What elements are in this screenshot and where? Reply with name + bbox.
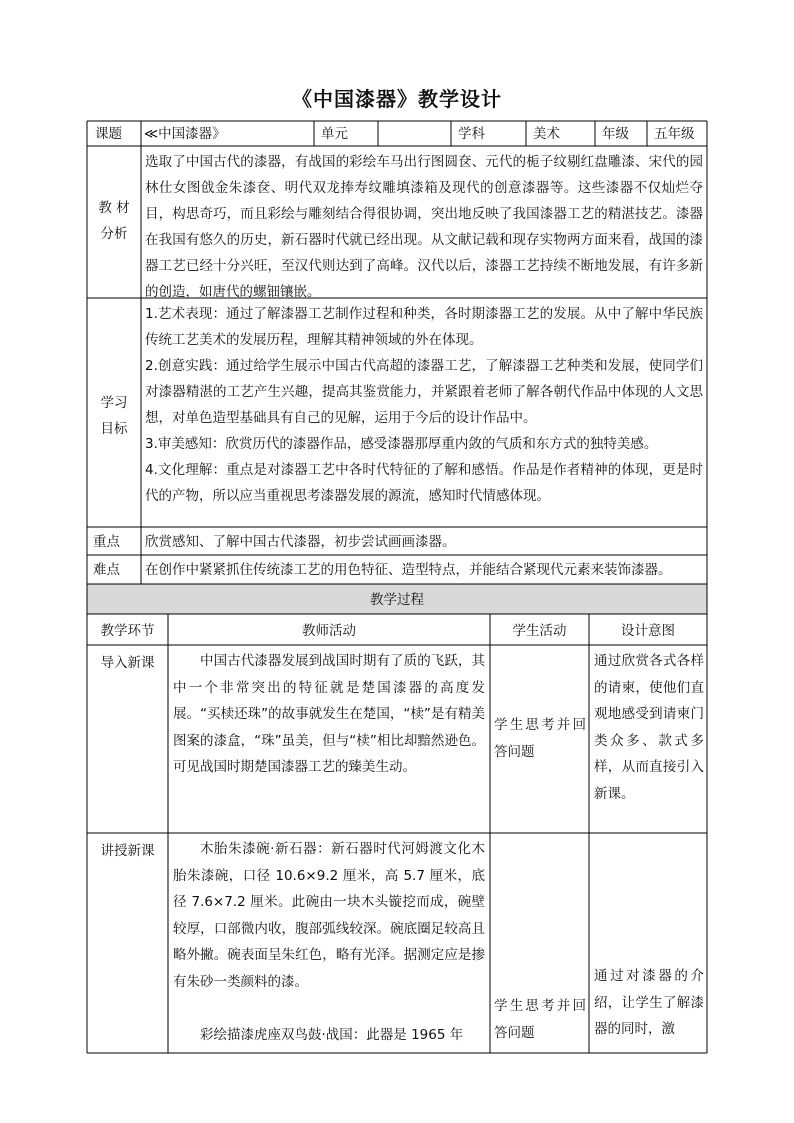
label-grade: 年级 [602, 126, 629, 142]
difficulty-text: 在创作中紧紧抓住传统漆工艺的用色特征、造型特点，并能结合紧现代元素来装饰漆器。 [145, 562, 672, 578]
table-row-teacher: 木胎朱漆碗·新石器：新石器时代河姆渡文化木胎朱漆碗，口径 10.6×9.2 厘米，高 5.7 厘米，底径 7.6×7.2 厘米。此碗由一块木头镟挖而成，碗壁较厚，口部微内收，腹部弧线较深。碗底圈足较高且略外撇。碗表面呈朱红色，略有光泽。据测定应是掺有朱砂一类颜料的漆。 [173, 841, 485, 990]
table-row-student: 学生思考并回答问题 [494, 717, 586, 760]
document-title: 《中国漆器》教学设计 [292, 87, 502, 111]
table-row-student: 学生思考并回答问题 [494, 998, 586, 1041]
table-row-teacher: 中国古代漆器发展到战国时期有了质的飞跃，其中一个非常突出的特征就是楚国漆器的高度发展。“买椟还珠”的故事就发生在楚国，“椟”是有精美图案的漆盒，“珠”虽美，但与“椟”相比却黯然逊色。可见战国时期楚国漆器工艺的臻美生动。 [173, 653, 485, 775]
objective-item: 3.审美感知：欣赏历代的漆器作品，感受漆器那厚重内敛的气质和东方式的独特美感。 [145, 436, 658, 452]
label-objectives: 学习 目标 [100, 395, 128, 437]
label-subject: 学科 [458, 126, 485, 142]
grade-value: 五年级 [654, 126, 695, 142]
label-unit: 单元 [321, 126, 348, 142]
table-row-intent: 通过对漆器的介绍，让学生了解漆器的同时，激 [594, 968, 704, 1037]
subject-value: 美术 [533, 126, 560, 142]
label-topic: 课题 [95, 126, 122, 142]
label-key-point: 重点 [93, 534, 120, 550]
process-section-title: 教学过程 [370, 592, 424, 608]
label-difficulty: 难点 [93, 562, 120, 578]
column-header-student: 学生活动 [512, 623, 567, 639]
objective-item: 1.艺术表现：通过了解漆器工艺制作过程和种类，各时期漆器工艺的发展。从中了解中华民族传统工艺美术的发展历程，理解其精神领域的外在体现。 [145, 306, 703, 348]
objectives-list [145, 301, 703, 509]
table-row-teacher-cont: 彩绘描漆虎座双鸟鼓·战国：此器是 1965 年 [200, 1027, 464, 1043]
topic-value: ≪中国漆器》 [144, 126, 226, 142]
label-analysis: 教 材 分析 [98, 200, 130, 242]
analysis-text: 选取了中国古代的漆器，有战国的彩绘车马出行图圆奁、元代的栀子纹剔红盘雕漆、宋代的园林仕女图戗金朱漆奁、明代双龙捧寿纹雕填漆箱及现代的创意漆器等。这些漆器不仅灿烂夺目，构思奇巧，而且彩绘与雕刻结合得很协调，突出地反映了我国漆器工艺的精湛技艺。漆器在我国有悠久的历史，新石器时代就已经出现。从文献记载和现存实物两方面来看，战国的漆器工艺已经十分兴旺，至汉代则达到了高峰。汉代以后，漆器工艺持续不断地发展，有许多新的创造，如唐代的螺钿镶嵌。 [145, 154, 703, 300]
column-header-stage: 教学环节 [100, 623, 155, 639]
column-header-intent: 设计意图 [621, 623, 675, 639]
table-row-stage: 讲授新课 [100, 843, 155, 859]
objective-item: 4.文化理解：重点是对漆器工艺中各时代特征的了解和感悟。作品是作者精神的体现，更是时代的产物，所以应当重视思考漆器发展的源流，感知时代情感体现。 [145, 462, 703, 504]
table-row-intent: 通过欣赏各式各样的请柬，使他们直观地感受到请柬门类众多、款式多样，从而直接引入新课。 [594, 653, 704, 802]
table-row-stage: 导入新课 [100, 655, 155, 671]
key-point-text: 欣赏感知、了解中国古代漆器，初步尝试画画漆器。 [145, 534, 456, 550]
column-header-teacher: 教师活动 [302, 623, 356, 639]
objective-item: 2.创意实践：通过给学生展示中国古代高超的漆器工艺，了解漆器工艺种类和发展，使同学们对漆器精湛的工艺产生兴趣，提高其鉴赏能力，并紧跟着老师了解各朝代作品中体现的人文思想，对单色造型基础具有自己的见解，运用于今后的设计作品中。 [145, 358, 703, 426]
